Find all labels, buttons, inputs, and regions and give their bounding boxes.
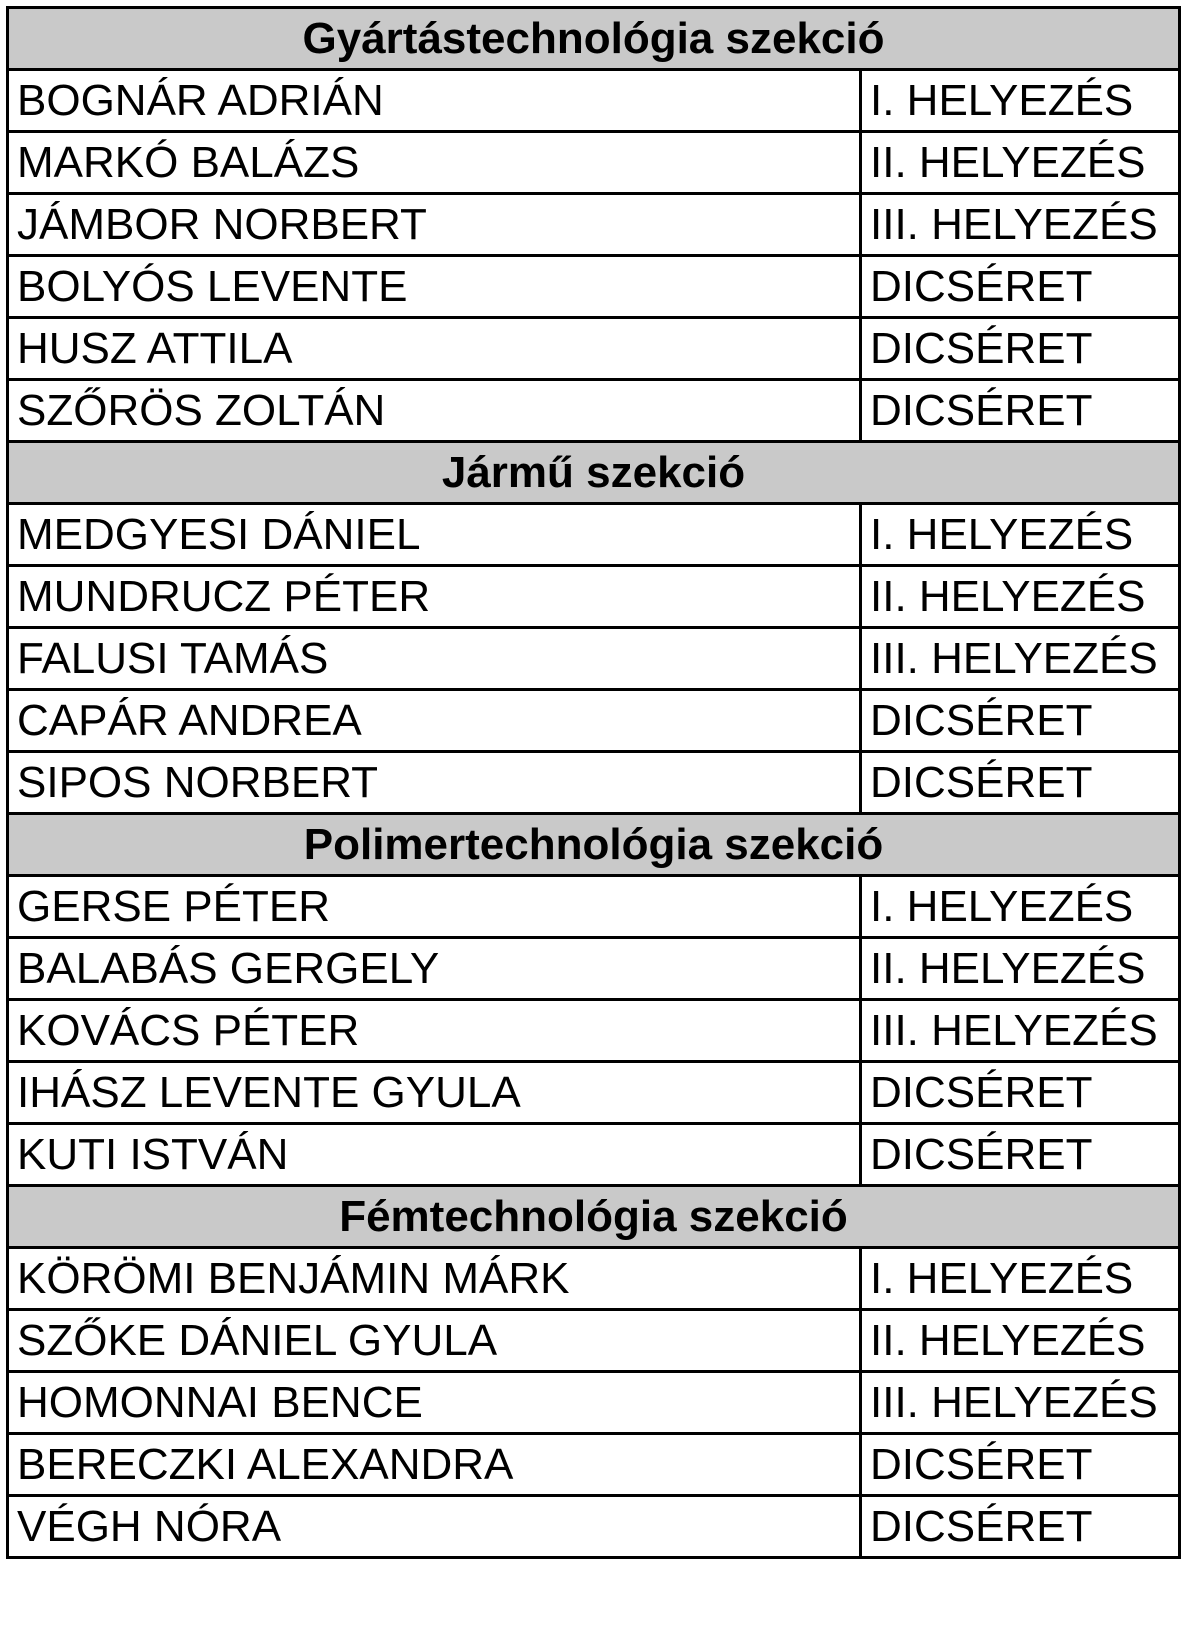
participant-name: SZŐKE DÁNIEL GYULA: [8, 1310, 861, 1372]
table-row: [8, 1124, 1180, 1186]
participant-name: SZŐRÖS ZOLTÁN: [8, 380, 861, 442]
placement: DICSÉRET: [861, 1434, 1180, 1496]
participant-name: KUTI ISTVÁN: [8, 1124, 861, 1186]
section-header-row: [8, 1186, 1180, 1248]
participant-name: GERSE PÉTER: [8, 876, 861, 938]
placement: II. HELYEZÉS: [861, 566, 1180, 628]
section-title: Fémtechnológia szekció: [8, 1186, 1180, 1248]
participant-name: KÖRÖMI BENJÁMIN MÁRK: [8, 1248, 861, 1310]
participant-name: HOMONNAI BENCE: [8, 1372, 861, 1434]
section-header-row: [8, 8, 1180, 70]
section-title: Polimertechnológia szekció: [8, 814, 1180, 876]
placement: DICSÉRET: [861, 690, 1180, 752]
placement: II. HELYEZÉS: [861, 1310, 1180, 1372]
table-row: [8, 1434, 1180, 1496]
table-row: [8, 566, 1180, 628]
placement: I. HELYEZÉS: [861, 70, 1180, 132]
table-row: [8, 318, 1180, 380]
participant-name: BOLYÓS LEVENTE: [8, 256, 861, 318]
table-row: [8, 70, 1180, 132]
participant-name: MARKÓ BALÁZS: [8, 132, 861, 194]
placement: I. HELYEZÉS: [861, 504, 1180, 566]
placement: II. HELYEZÉS: [861, 938, 1180, 1000]
placement: DICSÉRET: [861, 752, 1180, 814]
section-title: Jármű szekció: [8, 442, 1180, 504]
participant-name: MEDGYESI DÁNIEL: [8, 504, 861, 566]
table-row: [8, 1248, 1180, 1310]
results-table: [6, 6, 1181, 1559]
table-row: [8, 504, 1180, 566]
table-row: [8, 1496, 1180, 1558]
participant-name: IHÁSZ LEVENTE GYULA: [8, 1062, 861, 1124]
table-row: [8, 1000, 1180, 1062]
table-row: [8, 256, 1180, 318]
table-row: [8, 938, 1180, 1000]
participant-name: SIPOS NORBERT: [8, 752, 861, 814]
participant-name: MUNDRUCZ PÉTER: [8, 566, 861, 628]
table-row: [8, 752, 1180, 814]
participant-name: HUSZ ATTILA: [8, 318, 861, 380]
table-row: [8, 876, 1180, 938]
section-header-row: [8, 442, 1180, 504]
participant-name: BALABÁS GERGELY: [8, 938, 861, 1000]
section-header-row: [8, 814, 1180, 876]
placement: I. HELYEZÉS: [861, 1248, 1180, 1310]
placement: DICSÉRET: [861, 1496, 1180, 1558]
table-row: [8, 132, 1180, 194]
placement: I. HELYEZÉS: [861, 876, 1180, 938]
table-row: [8, 690, 1180, 752]
results-table-body: [8, 8, 1180, 1558]
participant-name: JÁMBOR NORBERT: [8, 194, 861, 256]
table-row: [8, 1062, 1180, 1124]
placement: II. HELYEZÉS: [861, 132, 1180, 194]
participant-name: KOVÁCS PÉTER: [8, 1000, 861, 1062]
placement: DICSÉRET: [861, 1062, 1180, 1124]
section-title: Gyártástechnológia szekció: [8, 8, 1180, 70]
participant-name: BOGNÁR ADRIÁN: [8, 70, 861, 132]
placement: III. HELYEZÉS: [861, 628, 1180, 690]
table-row: [8, 628, 1180, 690]
placement: DICSÉRET: [861, 1124, 1180, 1186]
table-row: [8, 380, 1180, 442]
placement: DICSÉRET: [861, 380, 1180, 442]
placement: III. HELYEZÉS: [861, 1372, 1180, 1434]
table-row: [8, 1372, 1180, 1434]
participant-name: CAPÁR ANDREA: [8, 690, 861, 752]
participant-name: BERECZKI ALEXANDRA: [8, 1434, 861, 1496]
placement: DICSÉRET: [861, 318, 1180, 380]
placement: III. HELYEZÉS: [861, 1000, 1180, 1062]
participant-name: VÉGH NÓRA: [8, 1496, 861, 1558]
table-row: [8, 1310, 1180, 1372]
placement: III. HELYEZÉS: [861, 194, 1180, 256]
participant-name: FALUSI TAMÁS: [8, 628, 861, 690]
placement: DICSÉRET: [861, 256, 1180, 318]
table-row: [8, 194, 1180, 256]
